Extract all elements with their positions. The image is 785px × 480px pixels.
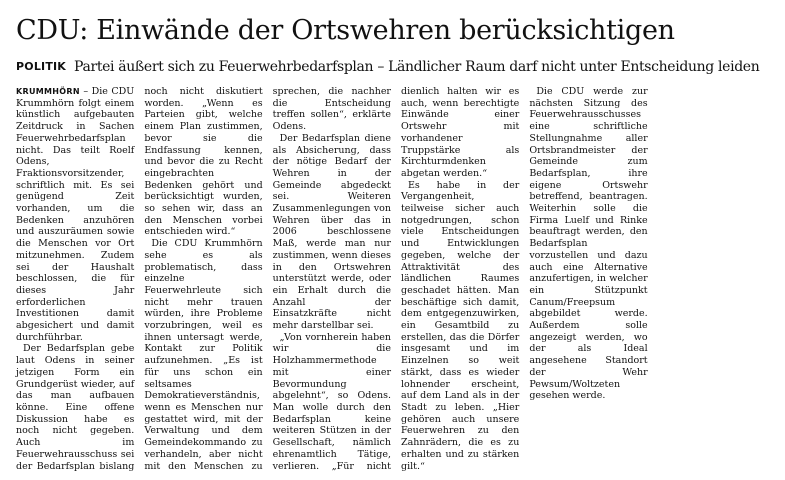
paragraph: Der Bedarfsplan diene als Absicherung, dass der nötige Bedarf der Wehren in der Gemeinde abgedeckt sei. Weiteren Zusammenlegungen von Wehren über das in 2006 beschlossene Maß, werde man nur zustimmen, wenn dieses in den Ortswehren unterstützt werde, oder ein Erhalt durch die Anzahl der Einsatzkräfte nicht mehr darstellbar sei. [272,132,391,332]
paragraph: Die CDU werde zur nächsten Sitzung des Feuerwehrausschusses eine schriftliche Stellungnahme aller Ortsbrandmeister der Gemeinde zum Bedarfsplan, ihre eigene Ortswehr betreffend, beantragen. Weiterhin solle die Firma Luelf und Rinke beauftragt werden, den Bedarfsplan vorzustellen und dazu auch eine Alternative anzufertigen, in welcher ein Stützpunkt Canum/Freepsum abgebildet werde. Außerdem solle angezeigt werden, wo der als Ideal angesehene Standort der Wehr Pewsum/Woltzeten gesehen werde. [529,86,648,402]
subtitle: Partei äußert sich zu Feuerwehrbedarfsplan – Ländlicher Raum darf nicht unter Entscheidung leiden [74,59,760,75]
section-kicker: POLITIK [16,60,67,73]
paragraph [16,86,134,343]
article-body [16,86,776,476]
paragraph-text: – Die CDU Krummhörn folgt einem künstlich aufgebauten Zeitdruck in Sachen Feuerwehrbedarfsplan nicht. Das teilt Roelf Odens, Fraktionsvorsitzender, schriftlich mit. Es sei genügend Zeit vorhanden, um die Bedenken anzuhören und auszuräumen sowie die Menschen vor Ort mitzunehmen. Zudem sei der Haushalt beschlossen, die für dieses Jahr erforderlichen Investitionen damit abgesichert und damit durchführbar. [16,86,135,343]
paragraph: Es habe in der Vergangenheit, teilweise sicher auch notgedrungen, schon viele Entscheidungen und Entwicklungen gegeben, welche der Attraktivität des ländlichen Raumes geschadet hätten. Man beschäftige sich damit, dem entgegenzuwirken, ein Gesamtbild zu erstellen, das die Dörfer insgesamt und im Einzelnen so weit stärkt, dass es wieder lohnender erscheint, auf dem Land als in der Stadt zu leben. „Hier gehören auch unsere Feuerwehren zu den Zahnrädern, die es zu erhalten und zu stärken gilt.“ [400,179,520,472]
headline: CDU: Einwände der Ortswehren berücksichtigen [16,15,675,46]
dateline: KRUMMHÖRN [16,87,80,96]
subline [16,58,776,76]
paragraph: Der Bedarfsplan gebe laut Odens in seiner jetzigen Form ein Grundgerüst wieder, auf das man aufbauen könne. Eine offene Diskussion habe es noch nicht gegeben. Auch im Feuerwehrausschuss sei der Bedarfsplan bislang noch nicht diskutiert worden. „Wenn es Parteien gibt, welche einem Plan zustimmen, bevor sie die Endfassung kennen, und bevor die zu Recht eingebrachten Bedenken gehört und berücksichtigt wurden, so sehen wir, dass an den Menschen vorbei entschieden wird.“ [16,86,263,472]
paragraph: „Von vornherein haben wir die Holzhammermethode mit einer Bevormundung abgelehnt“, so Odens. Man wolle durch den Bedarfsplan keine weiteren Stützen in der Gesellschaft, nämlich ehrenamtlich Tätige, verlieren. „Für nicht dienlich halten wir es auch, wenn berechtigte Einwände einer Ortswehr mit vorhandener Truppstärke als Kirchturmdenken abgetan werden.“ [272,86,520,472]
paragraph: Die CDU Krummhörn sehe es als problematisch, dass einzelne Feuerwehrleute sich nicht mehr trauen würden, ihre Probleme vorzubringen, weil es ihnen untersagt werde, Kontakt zur Politik aufzunehmen. „Es ist für uns schon ein seltsames Demokratieverständnis, wenn es Menschen nur gestattet wird, mit der Verwaltung und dem Gemeindekommando zu verhandeln, aber nicht mit den Menschen zu sprechen, die nachher die Entscheidung treffen sollen“, erklärte Odens. [144,86,391,472]
